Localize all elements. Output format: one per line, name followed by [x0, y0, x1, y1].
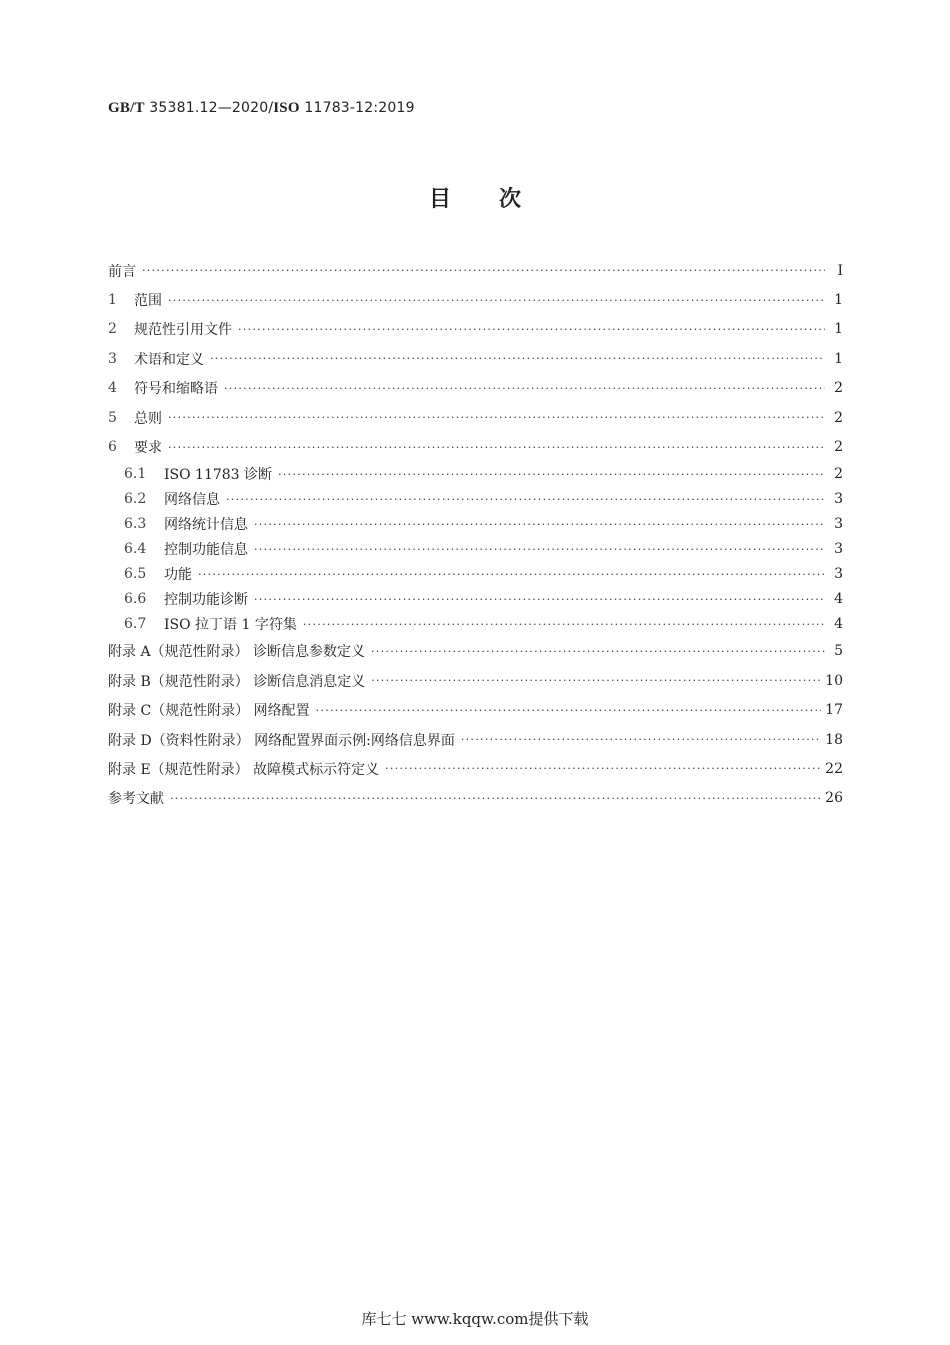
toc-leader-dots	[168, 294, 825, 307]
toc-entry-page: 3	[834, 491, 843, 508]
toc-entry-number: 5	[108, 409, 117, 426]
toc-entry[interactable]	[108, 754, 843, 783]
toc-entry[interactable]	[108, 344, 843, 373]
toc-entry-page: 3	[834, 566, 843, 583]
toc-entry[interactable]	[108, 487, 843, 512]
toc-leader-dots	[254, 518, 825, 531]
footer-watermark: 库七七 www.kqqw.com提供下载	[361, 1310, 589, 1328]
toc-entry-label: 总则	[134, 410, 162, 427]
toc-leader-dots	[168, 411, 825, 424]
toc-entry-page: 1	[834, 350, 843, 367]
toc-entry-page: 10	[825, 672, 843, 689]
toc-leader-dots	[142, 264, 825, 277]
toc-entry-label: 附录 E（规范性附录） 故障模式标示符定义	[108, 761, 380, 778]
toc-leader-dots	[198, 568, 825, 581]
toc-leader-dots	[385, 762, 821, 775]
toc-entry-label: 网络信息	[164, 492, 220, 509]
toc-entry[interactable]	[108, 784, 843, 813]
toc-entry-number: 6	[108, 439, 117, 456]
toc-entry-number: 6.2	[124, 491, 147, 508]
toc-entry-number: 1	[108, 292, 117, 309]
toc-leader-dots	[371, 645, 825, 658]
toc-entry-number: 6.4	[124, 541, 147, 558]
toc-leader-dots	[303, 618, 825, 631]
toc-entry-label: 要求	[134, 440, 162, 457]
toc-leader-dots	[238, 323, 825, 336]
toc-entry-page: 17	[825, 702, 843, 719]
toc-entry-page: 5	[834, 643, 843, 660]
toc-entry[interactable]	[108, 562, 843, 587]
toc-entry-page: 2	[834, 439, 843, 456]
toc-entry-label: 规范性引用文件	[134, 322, 232, 339]
toc-entry-label: 符号和缩略语	[134, 381, 218, 398]
toc-entry-label: 控制功能诊断	[164, 592, 248, 609]
toc-leader-dots	[226, 493, 825, 506]
toc-entry-page: 4	[834, 616, 843, 633]
toc-entry-page: Ⅰ	[837, 262, 843, 279]
toc-entry-label: 附录 A（规范性附录） 诊断信息参数定义	[108, 644, 366, 661]
toc-entry-label: 附录 C（规范性附录） 网络配置	[108, 703, 310, 720]
toc-entry-page: 22	[825, 760, 843, 777]
toc-entry[interactable]	[108, 432, 843, 461]
toc-entry-page: 3	[834, 541, 843, 558]
toc-entry-number: 6.6	[124, 591, 147, 608]
toc-entry-label: 控制功能信息	[164, 542, 248, 559]
toc-entry-label: ISO 拉丁语 1 字符集	[164, 617, 297, 634]
toc-entry-page: 18	[825, 731, 843, 748]
toc-entry-page: 2	[834, 409, 843, 426]
toc-entry-label: 前言	[108, 263, 136, 280]
toc-entry-label: 范围	[134, 293, 162, 310]
toc-entry-page: 4	[834, 591, 843, 608]
toc-entry-number: 2	[108, 321, 117, 338]
toc-entry-number: 6.1	[124, 466, 147, 483]
toc-leader-dots	[254, 543, 825, 556]
toc-entry-page: 1	[834, 321, 843, 338]
toc-entry[interactable]	[108, 462, 843, 487]
toc-entry[interactable]	[108, 612, 843, 637]
toc-entry-label: 功能	[164, 567, 192, 584]
toc-entry-number: 6.5	[124, 566, 147, 583]
toc-leader-dots	[371, 674, 821, 687]
toc-entry-label: 附录 B（规范性附录） 诊断信息消息定义	[108, 673, 366, 690]
toc-entry[interactable]	[108, 315, 843, 344]
toc-entry-label: 附录 D（资料性附录） 网络配置界面示例:网络信息界面	[108, 732, 455, 749]
toc-entry[interactable]	[108, 696, 843, 725]
toc-entry-label: ISO 11783 诊断	[164, 467, 273, 484]
toc-leader-dots	[170, 792, 821, 805]
toc-leader-dots	[210, 352, 825, 365]
toc-entry-number: 3	[108, 350, 117, 367]
toc-entry[interactable]	[108, 637, 843, 666]
toc-entry-page: 2	[834, 466, 843, 483]
toc-entry[interactable]	[108, 512, 843, 537]
toc-entry-number: 6.3	[124, 516, 147, 533]
toc-entry[interactable]	[108, 725, 843, 754]
toc-leader-dots	[168, 441, 825, 454]
toc-entry-number: 4	[108, 380, 117, 397]
toc-entry[interactable]	[108, 587, 843, 612]
toc-entry[interactable]	[108, 537, 843, 562]
toc-entry[interactable]	[108, 666, 843, 695]
toc-entry-page: 2	[834, 380, 843, 397]
toc-entry-label: 网络统计信息	[164, 517, 248, 534]
page-title: 目次	[428, 187, 569, 212]
toc-entry[interactable]	[108, 285, 843, 314]
toc-leader-dots	[278, 468, 825, 481]
toc-leader-dots	[224, 382, 825, 395]
standard-number: GB/T 35381.12—2020/ISO 11783-12:2019	[108, 100, 415, 116]
toc-entry-page: 3	[834, 516, 843, 533]
toc-entry[interactable]	[108, 374, 843, 403]
toc-entry-label: 参考文献	[108, 791, 164, 808]
toc-leader-dots	[316, 704, 822, 717]
table-of-contents	[108, 256, 843, 813]
toc-entry-number: 6.7	[124, 616, 147, 633]
toc-leader-dots	[461, 733, 821, 746]
toc-entry-page: 26	[825, 790, 843, 807]
toc-entry-label: 术语和定义	[134, 351, 204, 368]
toc-leader-dots	[254, 593, 825, 606]
toc-entry[interactable]	[108, 256, 843, 285]
toc-entry[interactable]	[108, 403, 843, 432]
toc-entry-page: 1	[834, 292, 843, 309]
